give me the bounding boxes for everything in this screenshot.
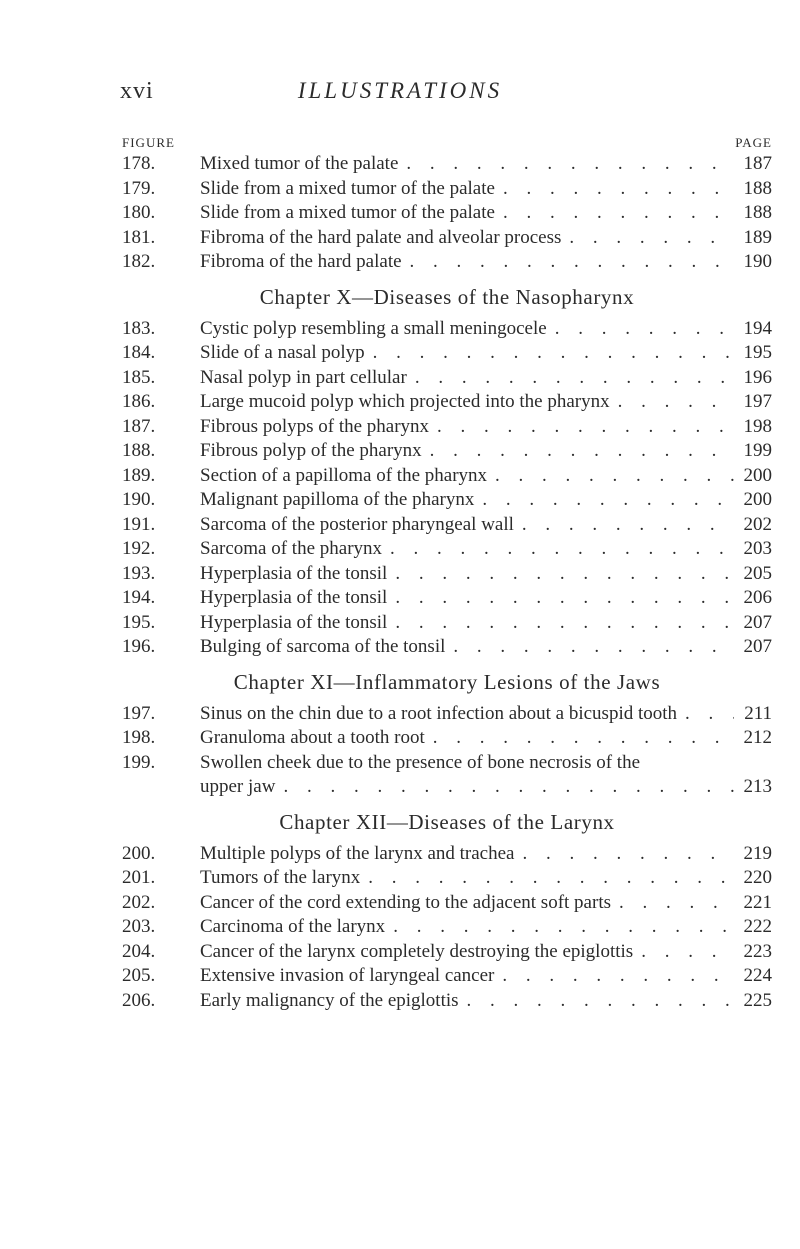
dot-leader bbox=[547, 317, 734, 342]
list-entry bbox=[122, 964, 772, 989]
figure-number: 189. bbox=[122, 464, 156, 486]
figure-number: 196. bbox=[122, 636, 156, 657]
figure-number: 185. bbox=[122, 366, 156, 388]
list-entry-continuation bbox=[122, 775, 772, 800]
page-header bbox=[120, 78, 680, 110]
dot-leader bbox=[611, 891, 734, 916]
dot-leader bbox=[429, 415, 734, 440]
entry-title: Hyperplasia of the tonsil bbox=[200, 562, 388, 584]
dot-leader bbox=[387, 562, 734, 587]
list-entry bbox=[122, 586, 772, 611]
entry-title: Early malignancy of the epiglottis bbox=[200, 989, 459, 1011]
entry-title: Hyperplasia of the tonsil bbox=[200, 587, 388, 608]
list-entry bbox=[122, 415, 772, 440]
entry-title: Section of a papilloma of the pharynx bbox=[200, 464, 488, 486]
figure-number: 193. bbox=[122, 562, 156, 584]
figure-number: 200. bbox=[122, 842, 156, 864]
entry-group bbox=[122, 152, 772, 275]
figure-number: 186. bbox=[122, 391, 156, 412]
dot-leader bbox=[365, 341, 734, 366]
entry-title: Fibrous polyps of the pharynx bbox=[200, 415, 430, 437]
list-entry bbox=[122, 562, 772, 587]
entry-page-number: 220 bbox=[743, 867, 772, 888]
figure-number: 182. bbox=[122, 251, 156, 272]
page-number: xvi bbox=[120, 78, 154, 104]
list-entry bbox=[122, 842, 772, 867]
list-entry bbox=[122, 940, 772, 965]
list-entry bbox=[122, 915, 772, 940]
dot-leader bbox=[561, 226, 734, 251]
entry-page-number: 200 bbox=[743, 489, 772, 510]
list-entry bbox=[122, 226, 772, 251]
list-entry bbox=[122, 317, 772, 342]
list-entry bbox=[122, 611, 772, 636]
entry-title: Mixed tumor of the palate bbox=[200, 153, 399, 174]
page-column-heading: PAGE bbox=[735, 135, 772, 150]
entry-page-number: 190 bbox=[743, 251, 772, 272]
dot-leader bbox=[425, 726, 734, 751]
list-entry bbox=[122, 866, 772, 891]
entry-page-number: 223 bbox=[743, 940, 772, 962]
list-entry bbox=[122, 751, 772, 776]
dot-leader bbox=[495, 177, 734, 202]
list-entry bbox=[122, 464, 772, 489]
dot-leader bbox=[398, 152, 734, 177]
entry-page-number: 188 bbox=[743, 202, 772, 223]
entry-title: Fibroma of the hard palate bbox=[200, 251, 402, 272]
list-entry bbox=[122, 152, 772, 177]
entry-page-number: 198 bbox=[743, 415, 772, 437]
entry-title: Sarcoma of the posterior pharyngeal wall bbox=[200, 513, 514, 535]
figure-number: 191. bbox=[122, 513, 156, 535]
figure-number: 197. bbox=[122, 702, 156, 724]
list-entry bbox=[122, 439, 772, 464]
figure-number: 195. bbox=[122, 611, 156, 633]
entry-page-number: 213 bbox=[743, 776, 772, 797]
figure-number: 187. bbox=[122, 415, 156, 437]
entry-title: Swollen cheek due to the presence of bone necrosis of the bbox=[200, 751, 641, 773]
entry-page-number: 211 bbox=[744, 702, 772, 724]
dot-leader bbox=[495, 201, 734, 226]
list-entry bbox=[122, 891, 772, 916]
dot-leader bbox=[474, 488, 734, 513]
figure-number: 181. bbox=[122, 226, 156, 248]
entry-group bbox=[122, 317, 772, 660]
figure-number: 203. bbox=[122, 916, 156, 937]
illustrations-list bbox=[122, 152, 772, 1013]
dot-leader bbox=[407, 366, 734, 391]
entry-title: upper jaw bbox=[200, 776, 276, 797]
figure-number: 202. bbox=[122, 891, 156, 913]
entry-page-number: 202 bbox=[743, 513, 772, 535]
entry-page-number: 195 bbox=[743, 342, 772, 363]
entry-title: Carcinoma of the larynx bbox=[200, 916, 386, 937]
dot-leader bbox=[494, 964, 734, 989]
dot-leader bbox=[387, 586, 734, 611]
dot-leader bbox=[385, 915, 734, 940]
entry-title: Hyperplasia of the tonsil bbox=[200, 611, 388, 633]
list-entry bbox=[122, 513, 772, 538]
running-title: ILLUSTRATIONS bbox=[297, 78, 503, 103]
figure-number: 198. bbox=[122, 727, 156, 748]
entry-page-number: 199 bbox=[743, 440, 772, 461]
list-entry bbox=[122, 702, 772, 727]
entry-group bbox=[122, 702, 772, 776]
list-entry bbox=[122, 488, 772, 513]
entry-title: Cancer of the cord extending to the adjacent soft parts bbox=[200, 891, 611, 913]
figure-number: 199. bbox=[122, 751, 156, 773]
entry-group bbox=[122, 842, 772, 1014]
entry-title: Sinus on the chin due to a root infection about a bicuspid tooth bbox=[200, 702, 678, 724]
dot-leader bbox=[382, 537, 734, 562]
dot-leader bbox=[514, 842, 734, 867]
dot-leader bbox=[402, 250, 734, 275]
entry-title: Cancer of the larynx completely destroying the epiglottis bbox=[200, 940, 634, 962]
figure-number: 201. bbox=[122, 867, 156, 888]
entry-page-number: 189 bbox=[743, 226, 772, 248]
figure-number: 188. bbox=[122, 440, 156, 461]
figure-number: 179. bbox=[122, 177, 156, 199]
dot-leader bbox=[677, 702, 734, 727]
dot-leader bbox=[387, 611, 734, 636]
entry-page-number: 207 bbox=[743, 636, 772, 657]
entry-title: Cystic polyp resembling a small meningocele bbox=[200, 317, 547, 339]
dot-leader bbox=[610, 390, 734, 415]
figure-number: 194. bbox=[122, 587, 156, 608]
entry-title: Malignant papilloma of the pharynx bbox=[200, 489, 475, 510]
dot-leader bbox=[422, 439, 734, 464]
entry-title: Large mucoid polyp which projected into the pharynx bbox=[200, 391, 610, 412]
figure-number: 205. bbox=[122, 965, 156, 986]
list-entry bbox=[122, 390, 772, 415]
list-entry bbox=[122, 341, 772, 366]
entry-title: Nasal polyp in part cellular bbox=[200, 366, 407, 388]
figure-number: 183. bbox=[122, 317, 156, 339]
entry-page-number: 205 bbox=[743, 562, 772, 584]
entry-page-number: 203 bbox=[743, 538, 772, 559]
entry-page-number: 187 bbox=[743, 153, 772, 174]
entry-page-number: 206 bbox=[743, 587, 772, 608]
entry-title: Extensive invasion of laryngeal cancer bbox=[200, 965, 495, 986]
dot-leader bbox=[459, 989, 734, 1014]
list-entry bbox=[122, 726, 772, 751]
entry-title: Slide of a nasal polyp bbox=[200, 342, 365, 363]
entry-title: Fibrous polyp of the pharynx bbox=[200, 440, 422, 461]
list-entry bbox=[122, 201, 772, 226]
dot-leader bbox=[514, 513, 734, 538]
chapter-heading: Chapter XII—Diseases of the Larynx bbox=[279, 809, 615, 834]
list-entry bbox=[122, 366, 772, 391]
entry-page-number: 207 bbox=[743, 611, 772, 633]
entry-title: Multiple polyps of the larynx and trachea bbox=[200, 842, 515, 864]
figure-number: 192. bbox=[122, 538, 156, 559]
figure-number: 178. bbox=[122, 153, 156, 174]
chapter-heading: Chapter X—Diseases of the Nasopharynx bbox=[259, 284, 635, 309]
figure-number: 184. bbox=[122, 342, 156, 363]
entry-page-number: 200 bbox=[743, 464, 772, 486]
entry-title: Slide from a mixed tumor of the palate bbox=[200, 202, 495, 223]
entry-page-number: 225 bbox=[743, 989, 772, 1011]
entry-page-number: 222 bbox=[743, 916, 772, 937]
entry-title: Granuloma about a tooth root bbox=[200, 727, 425, 748]
dot-leader bbox=[633, 940, 734, 965]
entry-page-number: 219 bbox=[743, 842, 772, 864]
list-entry bbox=[122, 537, 772, 562]
figure-number: 206. bbox=[122, 989, 156, 1011]
entry-title: Slide from a mixed tumor of the palate bbox=[200, 177, 495, 199]
entry-page-number: 194 bbox=[743, 317, 772, 339]
entry-title: Tumors of the larynx bbox=[200, 867, 361, 888]
entry-title: Sarcoma of the pharynx bbox=[200, 538, 383, 559]
entry-page-number: 196 bbox=[743, 366, 772, 388]
entry-page-number: 197 bbox=[743, 391, 772, 412]
list-entry bbox=[122, 250, 772, 275]
entry-page-number: 188 bbox=[743, 177, 772, 199]
figure-number: 204. bbox=[122, 940, 156, 962]
entry-page-number: 224 bbox=[743, 965, 772, 986]
list-entry bbox=[122, 989, 772, 1014]
chapter-heading: Chapter XI—Inflammatory Lesions of the Jaws bbox=[233, 669, 661, 694]
entry-title: Fibroma of the hard palate and alveolar process bbox=[200, 226, 562, 248]
dot-leader bbox=[360, 866, 734, 891]
figure-number: 180. bbox=[122, 202, 156, 223]
figure-number: 190. bbox=[122, 489, 156, 510]
dot-leader bbox=[487, 464, 734, 489]
dot-leader bbox=[275, 775, 734, 800]
entry-page-number: 221 bbox=[743, 891, 772, 913]
entry-page-number: 212 bbox=[743, 727, 772, 748]
list-entry bbox=[122, 177, 772, 202]
entry-title: Bulging of sarcoma of the tonsil bbox=[200, 636, 446, 657]
figure-column-heading: FIGURE bbox=[122, 135, 175, 150]
list-entry bbox=[122, 635, 772, 660]
dot-leader bbox=[445, 635, 734, 660]
